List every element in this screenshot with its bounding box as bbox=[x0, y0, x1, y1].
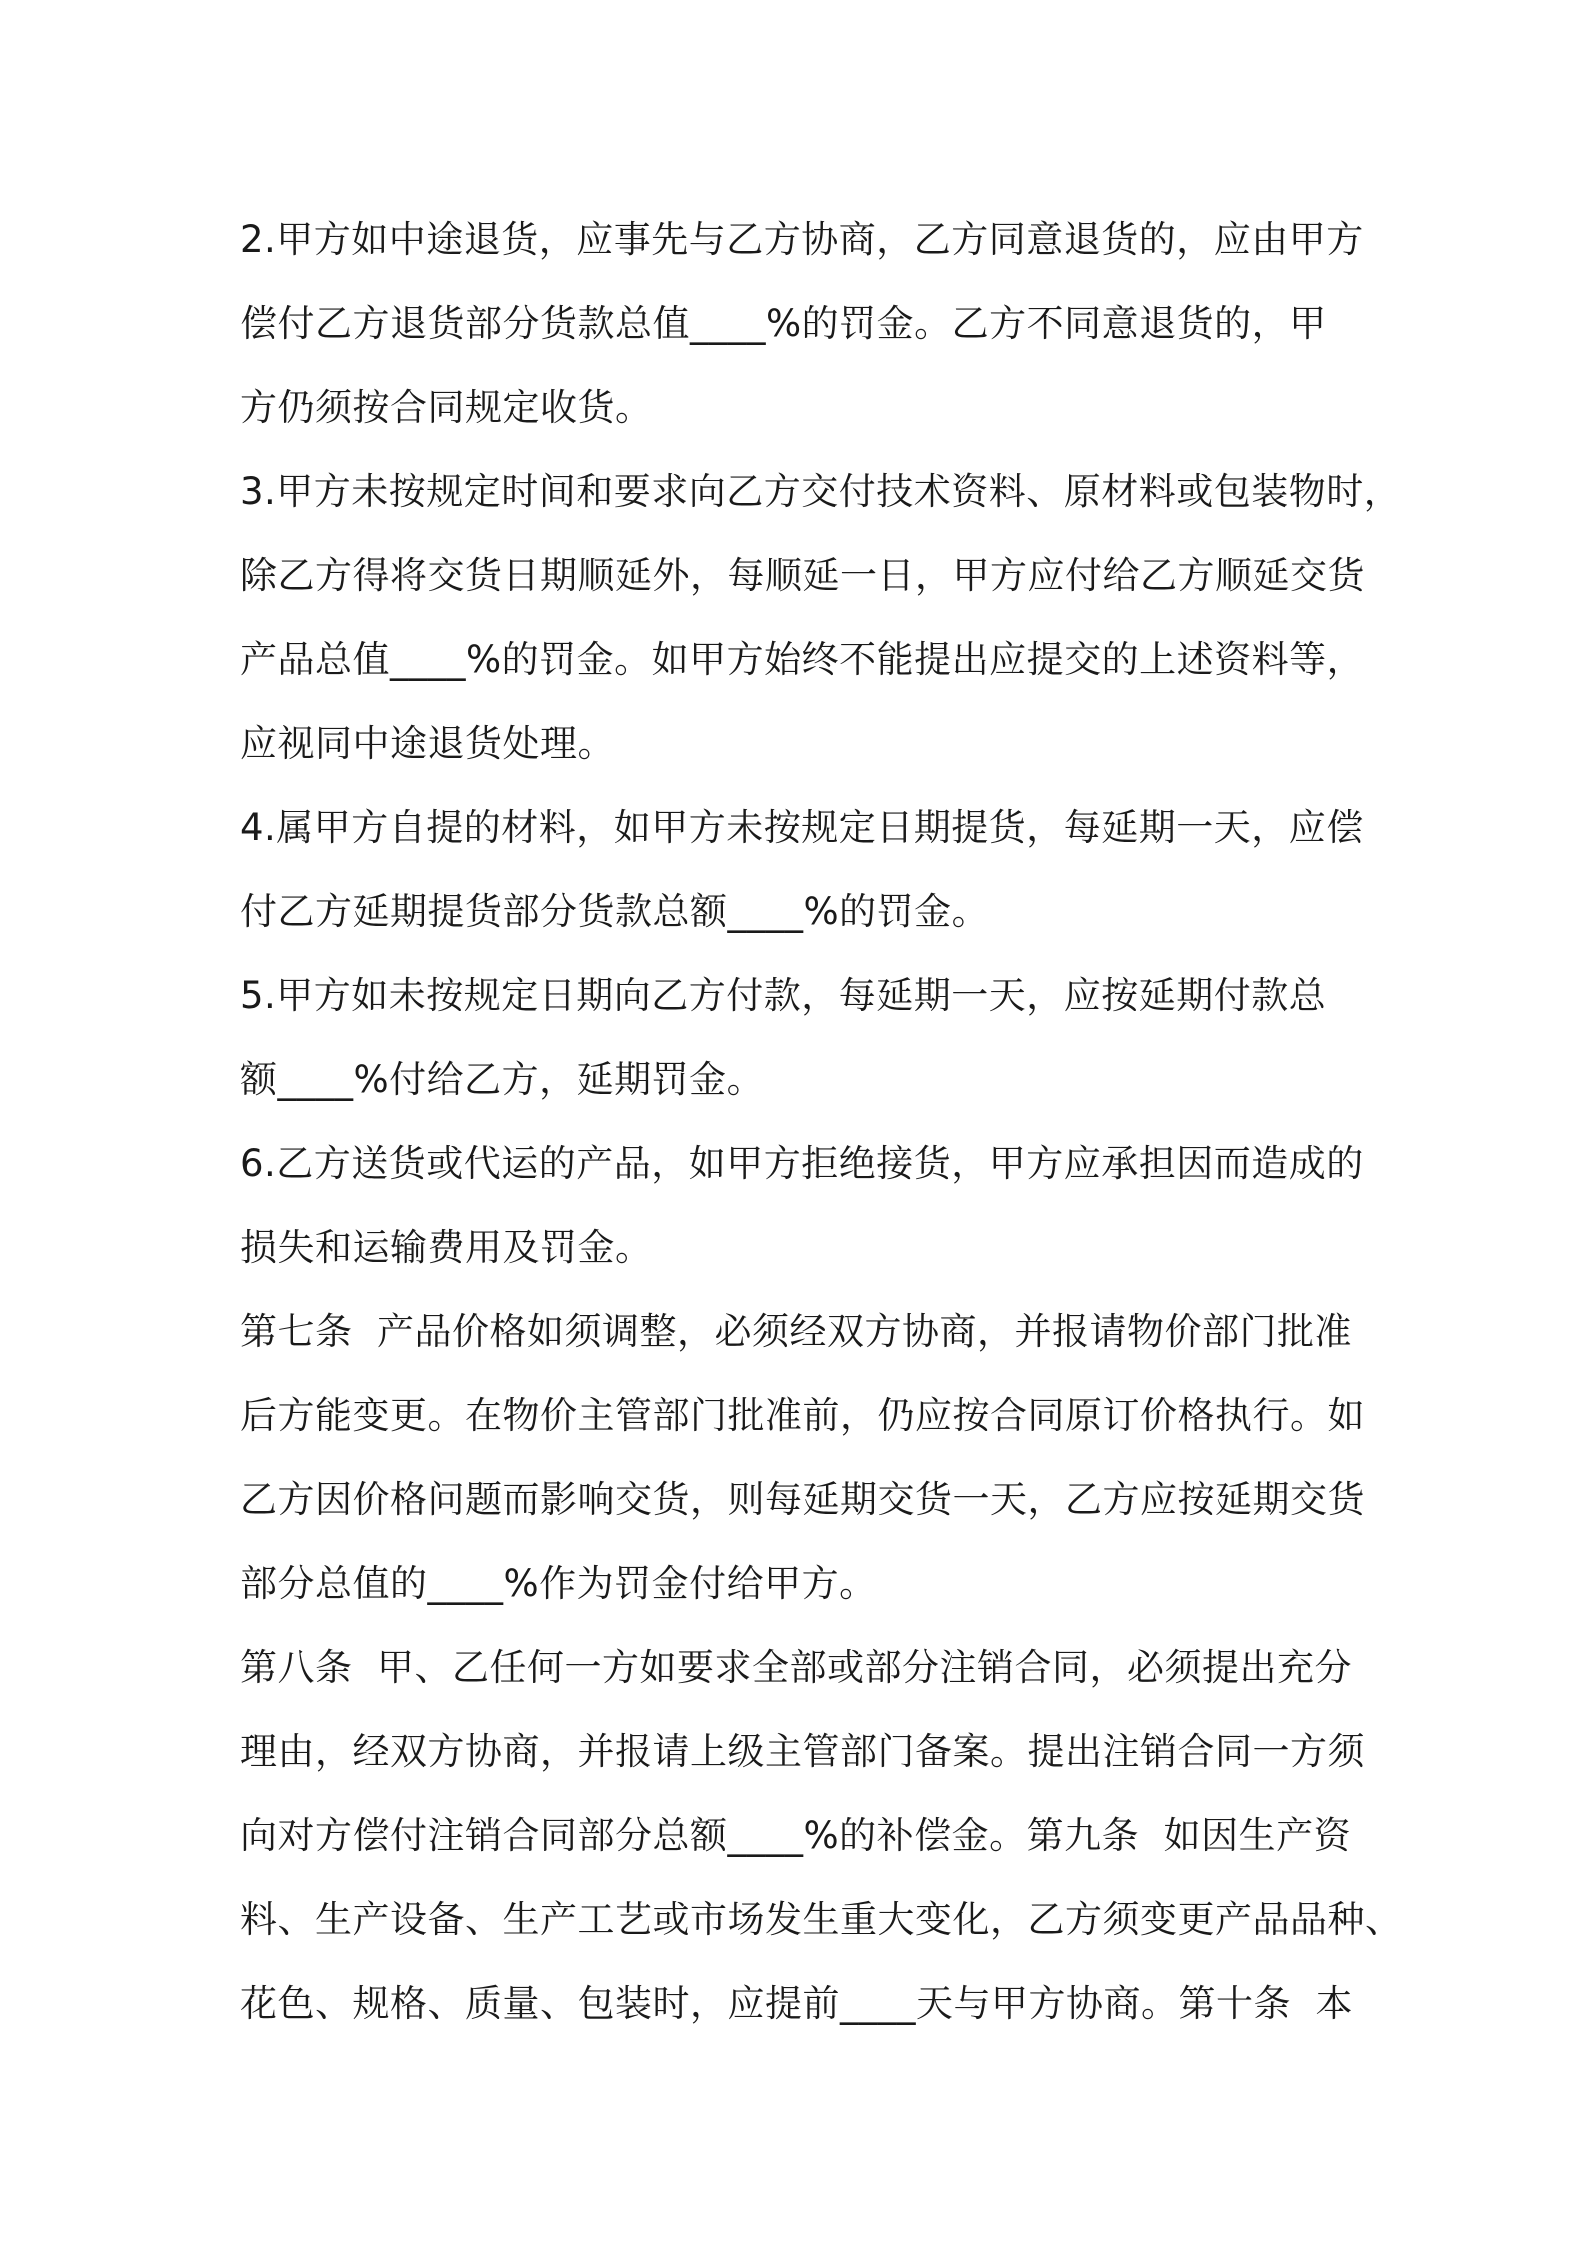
text-line: 料、生产设备、生产工艺或市场发生重大变化，乙方须变更产品品种、 bbox=[240, 1898, 1403, 1941]
text-line: 乙方因价格问题而影响交货，则每延期交货一天，乙方应按延期交货 bbox=[240, 1478, 1365, 1521]
text-line: 损失和运输费用及罚金。 bbox=[240, 1226, 653, 1269]
text-line: 5.甲方如未按规定日期向乙方付款，每延期一天，应按延期付款总 bbox=[240, 974, 1327, 1017]
text-line: 付乙方延期提货部分货款总额____%的罚金。 bbox=[240, 890, 990, 933]
text-line: 产品总值____%的罚金。如甲方始终不能提出应提交的上述资料等， bbox=[240, 638, 1365, 681]
text-line: 偿付乙方退货部分货款总值____%的罚金。乙方不同意退货的，甲 bbox=[240, 302, 1327, 345]
text-line: 第七条 产品价格如须调整，必须经双方协商，并报请物价部门批准 bbox=[240, 1310, 1353, 1353]
text-line: 额____%付给乙方，延期罚金。 bbox=[240, 1058, 765, 1101]
text-line: 后方能变更。在物价主管部门批准前，仍应按合同原订价格执行。如 bbox=[240, 1394, 1365, 1437]
contract-text bbox=[240, 198, 1403, 2046]
text-line: 2.甲方如中途退货，应事先与乙方协商，乙方同意退货的，应由甲方 bbox=[240, 218, 1364, 261]
text-line: 除乙方得将交货日期顺延外，每顺延一日，甲方应付给乙方顺延交货 bbox=[240, 554, 1365, 597]
text-line: 应视同中途退货处理。 bbox=[240, 722, 615, 765]
text-line: 4.属甲方自提的材料，如甲方未按规定日期提货，每延期一天，应偿 bbox=[240, 806, 1364, 849]
text-line: 理由，经双方协商，并报请上级主管部门备案。提出注销合同一方须 bbox=[240, 1730, 1365, 1773]
text-line: 方仍须按合同规定收货。 bbox=[240, 386, 653, 429]
text-line: 花色、规格、质量、包装时，应提前____天与甲方协商。第十条 本 bbox=[240, 1982, 1354, 2025]
text-line: 3.甲方未按规定时间和要求向乙方交付技术资料、原材料或包装物时， bbox=[240, 470, 1402, 513]
text-line: 向对方偿付注销合同部分总额____%的补偿金。第九条 如因生产资 bbox=[240, 1814, 1352, 1857]
text-line: 6.乙方送货或代运的产品，如甲方拒绝接货，甲方应承担因而造成的 bbox=[240, 1142, 1364, 1185]
text-line: 第八条 甲、乙任何一方如要求全部或部分注销合同，必须提出充分 bbox=[240, 1646, 1353, 1689]
text-line: 部分总值的____%作为罚金付给甲方。 bbox=[240, 1562, 877, 1605]
